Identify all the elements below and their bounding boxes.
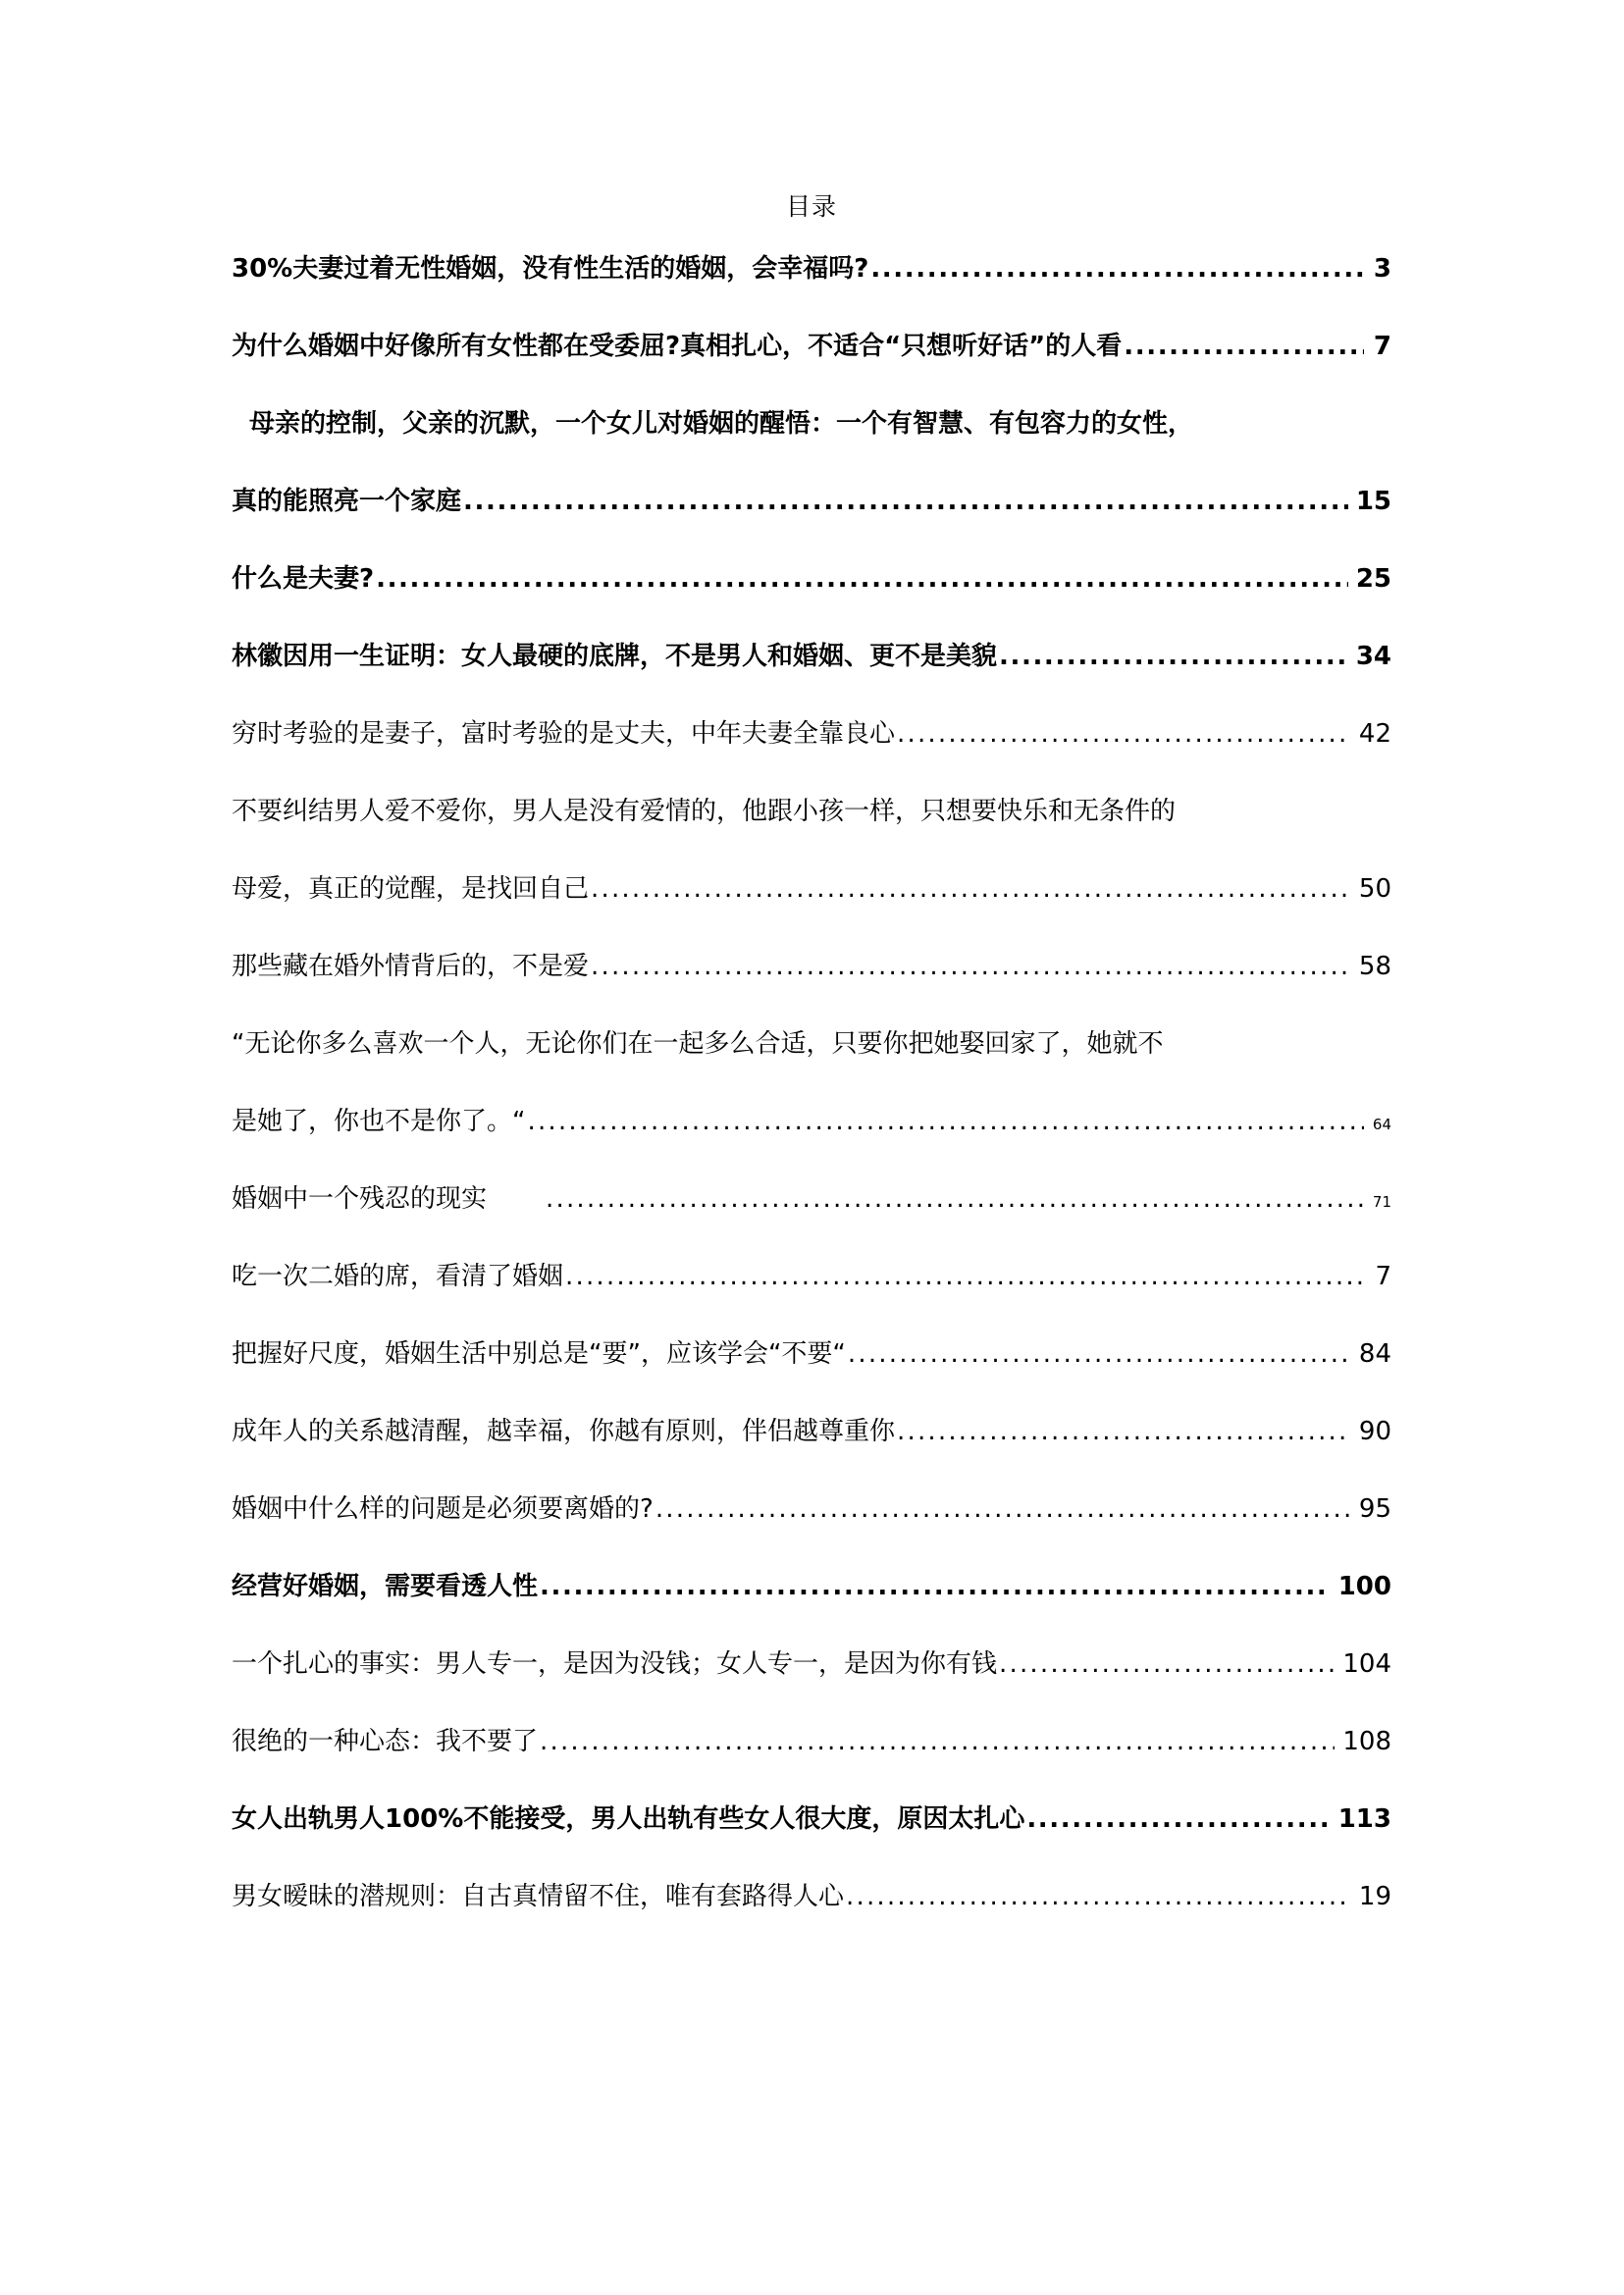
toc-entry-line [232, 644, 1391, 721]
toc-entry-line [232, 411, 1391, 489]
toc-entry-line [232, 1419, 1391, 1496]
toc-leader-dots [897, 1419, 1351, 1444]
toc-page-number: 95 [1358, 1494, 1391, 1524]
toc-entry-title: 一个扎心的事实：男人专一，是因为没钱；女人专一，是因为你有钱 [232, 1649, 998, 1679]
toc-entry-line [232, 566, 1391, 644]
toc-entry[interactable] [232, 1806, 1391, 1884]
toc-leader-dots [527, 1109, 1364, 1134]
toc-leader-dots [463, 489, 1348, 514]
toc-page-number: 42 [1358, 719, 1391, 749]
toc-entry-title: “无论你多么喜欢一个人，无论你们在一起多么合适，只要你把她娶回家了，她就不 [232, 1029, 1164, 1059]
toc-entry-title: 男女暧昧的潜规则：自古真情留不住，唯有套路得人心 [232, 1882, 845, 1911]
toc-leader-dots [540, 1574, 1331, 1599]
toc-entry-title: 30%夫妻过着无性婚姻，没有性生活的婚姻，会幸福吗? [232, 254, 869, 284]
toc-entry-line [232, 799, 1391, 876]
toc-entry-title: 母亲的控制，父亲的沉默，一个女儿对婚姻的醒悟：一个有智慧、有包容力的女性， [249, 409, 1194, 439]
toc-entry-line [232, 1186, 1391, 1264]
toc-entry-title: 不要纠结男人爱不爱你，男人是没有爱情的，他跟小孩一样，只想要快乐和无条件的 [232, 797, 1177, 826]
toc-page-number: 90 [1358, 1417, 1391, 1446]
toc-leader-dots [546, 1186, 1364, 1212]
toc-entry-title: 那些藏在婚外情背后的，不是爱 [232, 952, 590, 981]
toc-entry[interactable] [232, 1729, 1391, 1806]
toc-leader-dots [565, 1264, 1364, 1289]
toc-entry-title: 穷时考验的是妻子，富时考验的是丈夫，中年夫妻全靠良心 [232, 719, 896, 749]
page-title: 目录 [785, 192, 837, 221]
toc-entry-title: 婚姻中一个残忍的现实 [232, 1184, 488, 1214]
toc-leader-dots [655, 1496, 1351, 1522]
toc-entry[interactable] [232, 1341, 1391, 1419]
toc-entry-title: 女人出轨男人100%不能接受，男人出轨有些女人很大度，原因太扎心 [232, 1804, 1025, 1834]
toc-entry-title: 把握好尺度，婚姻生活中别总是“要”，应该学会“不要“ [232, 1339, 846, 1369]
toc-entry[interactable] [232, 644, 1391, 721]
toc-page-number: 108 [1342, 1727, 1391, 1756]
toc-leader-dots [870, 256, 1364, 282]
toc-page-number: 100 [1337, 1572, 1391, 1601]
toc-entry[interactable] [232, 799, 1391, 954]
toc-entry-line [232, 1729, 1391, 1806]
toc-entry[interactable] [232, 1884, 1391, 1961]
toc-entry-title: 林徽因用一生证明：女人最硬的底牌，不是男人和婚姻、更不是美貌 [232, 642, 998, 671]
toc-entry-title: 母爱，真正的觉醒，是找回自己 [232, 874, 590, 904]
toc-entry-line [232, 1341, 1391, 1419]
toc-leader-dots [999, 644, 1348, 669]
toc-page-number: 7 [1375, 1262, 1391, 1291]
toc-leader-dots [999, 1651, 1335, 1677]
toc-leader-dots [1124, 334, 1364, 359]
toc-leader-dots [540, 1729, 1335, 1754]
toc-page-number: 104 [1342, 1649, 1391, 1679]
toc-page-number: 50 [1358, 874, 1391, 904]
page-content [232, 0, 1391, 1961]
toc-page-number: 19 [1358, 1882, 1391, 1911]
toc-leader-dots [1026, 1806, 1330, 1832]
toc-entry[interactable] [232, 256, 1391, 334]
toc-entry[interactable] [232, 411, 1391, 566]
toc-entry-title: 成年人的关系越清醒，越幸福，你越有原则，伴侣越尊重你 [232, 1417, 896, 1446]
toc-page-number: 58 [1358, 952, 1391, 981]
toc-entry-line [232, 1574, 1391, 1651]
toc-entry-line [232, 334, 1391, 411]
toc-entry-title: 为什么婚姻中好像所有女性都在受委屈?真相扎心，不适合“只想听好话”的人看 [232, 332, 1123, 361]
toc-page-number: 113 [1337, 1804, 1391, 1834]
toc-entry-title: 真的能照亮一个家庭 [232, 487, 462, 516]
toc-entry[interactable] [232, 1264, 1391, 1341]
toc-page-number: 34 [1355, 642, 1391, 671]
toc-entry-line [232, 721, 1391, 799]
toc-entry-title: 很绝的一种心态：我不要了 [232, 1727, 539, 1756]
toc-entry-title: 什么是夫妻? [232, 564, 375, 594]
toc-entry[interactable] [232, 954, 1391, 1031]
toc-page-number: 25 [1355, 564, 1391, 594]
table-of-contents [232, 256, 1391, 1961]
toc-entry-line [232, 1806, 1391, 1884]
toc-entry[interactable] [232, 1496, 1391, 1574]
toc-entry-line [232, 1884, 1391, 1961]
toc-entry[interactable] [232, 1651, 1391, 1729]
toc-entry[interactable] [232, 1574, 1391, 1651]
toc-entry-title: 是她了，你也不是你了。“ [232, 1107, 526, 1136]
toc-page-number: 7 [1373, 332, 1391, 361]
toc-entry-line [232, 489, 1391, 566]
toc-page-number: 64 [1372, 1116, 1391, 1133]
toc-leader-dots [897, 721, 1351, 747]
toc-leader-dots [846, 1884, 1351, 1909]
toc-leader-dots [848, 1341, 1351, 1367]
toc-entry-title: 经营好婚姻，需要看透人性 [232, 1572, 539, 1601]
toc-entry-line [232, 1264, 1391, 1341]
toc-entry-line [232, 1651, 1391, 1729]
toc-entry-line [232, 876, 1391, 954]
toc-entry-line [232, 256, 1391, 334]
toc-page-number: 71 [1372, 1193, 1391, 1211]
toc-entry[interactable] [232, 334, 1391, 411]
toc-entry-line [232, 1031, 1391, 1109]
toc-page-number: 3 [1373, 254, 1391, 284]
toc-leader-dots [591, 876, 1351, 902]
toc-page-number: 15 [1355, 487, 1391, 516]
toc-entry-line [232, 1109, 1391, 1186]
toc-entry-line [232, 1496, 1391, 1574]
toc-entry-title: 婚姻中什么样的问题是必须要离婚的? [232, 1494, 654, 1524]
toc-entry[interactable] [232, 1419, 1391, 1496]
toc-entry[interactable] [232, 566, 1391, 644]
toc-page-number: 84 [1358, 1339, 1391, 1369]
toc-entry[interactable] [232, 721, 1391, 799]
toc-leader-dots [591, 954, 1351, 979]
toc-entry[interactable] [232, 1031, 1391, 1186]
toc-entry-title: 吃一次二婚的席，看清了婚姻 [232, 1262, 564, 1291]
toc-entry[interactable] [232, 1186, 1391, 1264]
toc-entry-line [232, 954, 1391, 1031]
toc-leader-dots [376, 566, 1348, 592]
